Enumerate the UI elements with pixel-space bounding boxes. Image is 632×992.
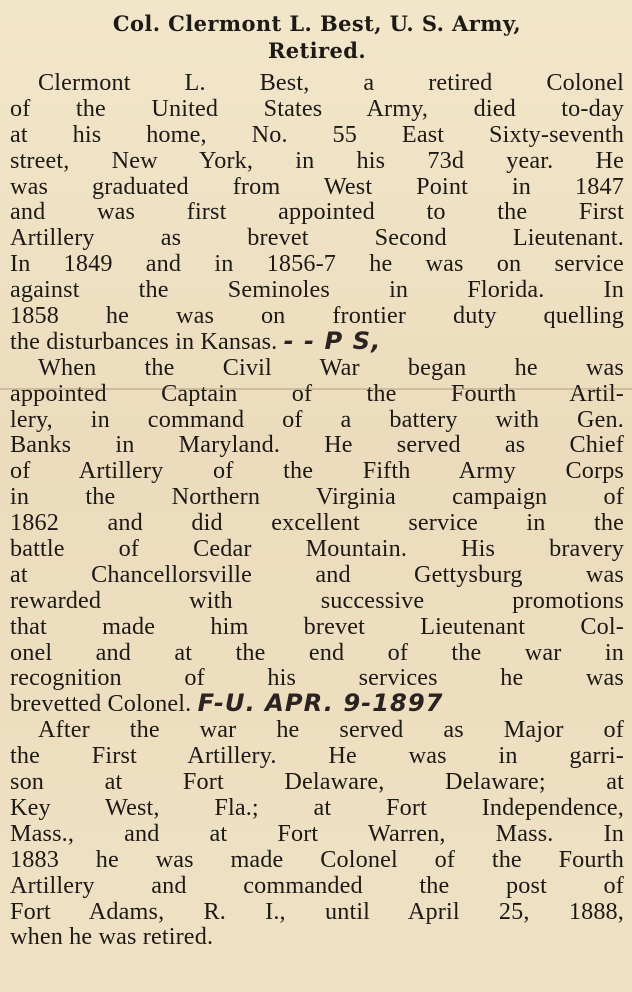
paragraph-3 — [10, 717, 624, 950]
text-line: 1862 and did excellent service in the — [10, 509, 624, 537]
text-line: the disturbances in Kansas. — [10, 327, 278, 355]
text-line: Clermont L. Best, a retired Colonel — [38, 69, 624, 96]
text-line: In 1849 and in 1856-7 he was on service — [10, 250, 624, 278]
text-line: street, New York, in his 73d year. He — [10, 146, 624, 174]
text-line: Banks in Maryland. He served as Chief — [10, 431, 624, 459]
handwritten-date-annotation: F-U. APR. 9-1897 — [197, 689, 444, 718]
article-body — [10, 70, 624, 950]
text-line: the First Artillery. He was in garri- — [10, 742, 624, 770]
headline-line-1: Col. Clermont L. Best, U. S. Army, — [112, 11, 522, 36]
text-line: of the United States Army, died to-day — [10, 94, 624, 122]
text-line: recognition of his services he was — [10, 664, 624, 692]
text-line: in the Northern Virginia campaign of — [10, 483, 624, 511]
text-line: Key West, Fla.; at Fort Independence, — [10, 793, 624, 821]
text-line: appointed Captain of the Fourth Artil- — [10, 379, 624, 407]
text-line: When the Civil War began he was — [38, 353, 624, 381]
text-line: Artillery and commanded the post of — [10, 871, 624, 899]
text-line: Fort Adams, R. I., until April 25, 1888, — [10, 897, 624, 925]
headline — [10, 10, 624, 64]
text-line: son at Fort Delaware, Delaware; at — [10, 768, 624, 796]
text-line: at Chancellorsville and Gettysburg was — [10, 560, 624, 588]
text-line: rewarded with successive promotions — [10, 586, 624, 614]
text-line: 1883 he was made Colonel of the Fourth — [10, 845, 624, 873]
text-line: brevetted Colonel. — [10, 690, 192, 718]
text-line: lery, in command of a battery with Gen. — [10, 405, 624, 433]
text-line: Mass., and at Fort Warren, Mass. In — [10, 819, 624, 847]
text-line: when he was retired. — [10, 923, 214, 951]
paragraph-1 — [10, 70, 624, 355]
text-line: onel and at the end of the war in — [10, 638, 624, 666]
headline-line-2: Retired. — [267, 38, 367, 63]
paper-fold-line — [0, 388, 632, 390]
paragraph-2 — [10, 355, 624, 717]
text-line: of Artillery of the Fifth Army Corps — [10, 457, 624, 485]
text-line: battle of Cedar Mountain. His bravery — [10, 535, 624, 563]
text-line-with-annotation — [10, 691, 624, 717]
handwritten-annotation: - - P S, — [283, 326, 382, 355]
text-line: and was first appointed to the First — [10, 198, 624, 226]
text-line: After the war he served as Major of — [38, 716, 624, 744]
text-line: 1858 he was on frontier duty quelling — [10, 302, 624, 330]
text-line: at his home, No. 55 East Sixty-seventh — [10, 120, 624, 148]
text-line: against the Seminoles in Florida. In — [10, 276, 624, 304]
text-line: was graduated from West Point in 1847 — [10, 172, 624, 200]
text-line: Artillery as brevet Second Lieutenant. — [10, 224, 624, 252]
text-line: that made him brevet Lieutenant Col- — [10, 612, 624, 640]
text-line-with-annotation — [10, 326, 624, 355]
